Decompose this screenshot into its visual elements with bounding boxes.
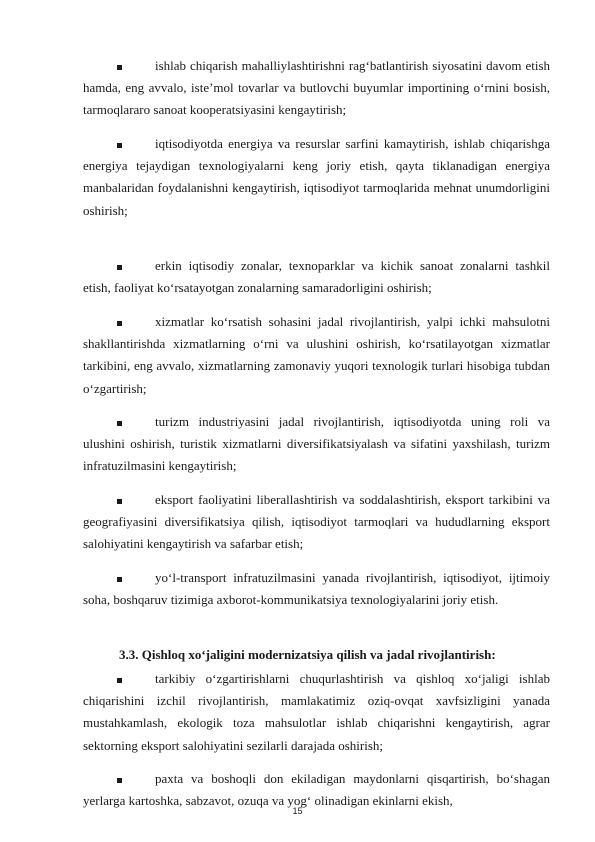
- page-number: 15: [292, 806, 303, 816]
- bullet-paragraph: erkin iqtisodiy zonalar, texnoparklar va kichik sanoat zonalarni tashkil etish, faoliyat ko‘rsatayotgan zonalarning samaradorligini oshirish;: [83, 258, 550, 296]
- bullet-paragraph: paxta va boshoqli don ekiladigan maydonlarni qisqartirish, bo‘shagan yerlarga kartoshka, sabzavot, ozuqa va yog‘ olinadigan ekinlarni ekish,: [83, 771, 550, 809]
- bullet-paragraph: turizm industriyasini jadal rivojlantirish, iqtisodiyotda uning roli va ulushini oshirish, turistik xizmatlarni diversifikatsiyalash va sifatini yaxshilash, turizm infratuzilmasini kengaytirish;: [83, 414, 550, 474]
- bullet-paragraph: eksport faoliyatini liberallashtirish va soddalashtirish, eksport tarkibini va geografiyasini diversifikatsiya qilish, iqtisodiyot tarmoqlari va hududlarning eksport salohiyatini kengaytirish va safarbar etish;: [83, 492, 550, 552]
- bullet-paragraph: tarkibiy o‘zgartirishlarni chuqurlashtirish va qishloq xo‘jaligi ishlab chiqarishini izchil rivojlantirish, mamlakatimiz oziq-ovqat xavfsizligini yanada mustahkamlash, ekologik toza mahsulotlar ishlab chiqarishni kengaytirish, agrar sektorning eksport salohiyatini sezilarli darajada oshirish;: [83, 671, 550, 753]
- bullet-paragraph: ishlab chiqarish mahalliylashtirishni rag‘batlantirish siyosatini davom etish hamda, eng avvalo, iste’mol tovarlar va butlovchi buyumlar importining o‘rnini bosish, tarmoqlararo sanoat kooperatsiyasini kengaytirish;: [83, 58, 550, 118]
- section-heading: 3.3. Qishloq xo‘jaligini modernizatsiya qilish va jadal rivojlantirish:: [119, 647, 496, 662]
- bullet-paragraph: iqtisodiyotda energiya va resurslar sarfini kamaytirish, ishlab chiqarishga energiya tejaydigan texnologiyalarni keng joriy etish, qayta tiklanadigan energiya manbalaridan foydalanishni kengaytirish, iqtisodiyot tarmoqlarida mehnat unumdorligini oshirish;: [83, 136, 550, 218]
- bullet-paragraph: xizmatlar ko‘rsatish sohasini jadal rivojlantirish, yalpi ichki mahsulotni shakllantirishda xizmatlarning o‘rni va ulushini oshirish, ko‘rsatilayotgan xizmatlar tarkibini, eng avvalo, xizmatlarning zamonaviy yuqori texnologik turlari hisobiga tubdan o‘zgartirish;: [83, 314, 550, 396]
- bullet-paragraph: yo‘l-transport infratuzilmasini yanada rivojlantirish, iqtisodiyot, ijtimoiy soha, boshqaruv tizimiga axborot-kommunikatsiya texnologiyalarini joriy etish.: [83, 570, 550, 608]
